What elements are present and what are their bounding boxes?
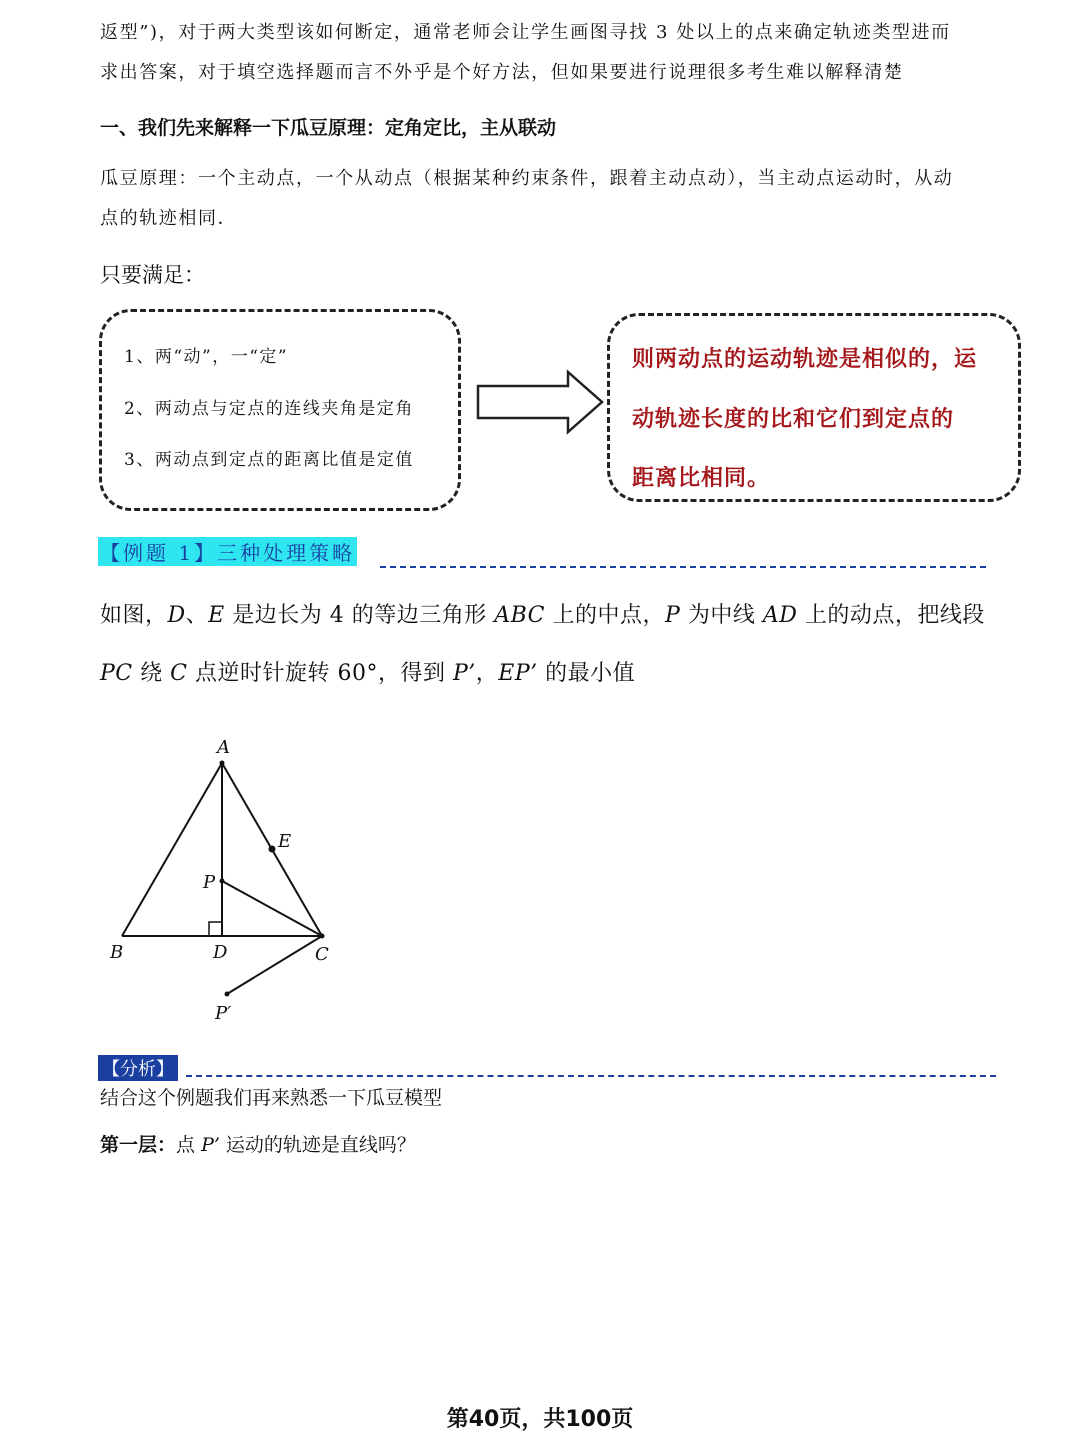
segment-AB xyxy=(122,763,222,936)
conclusion-line-3: 距离比相同。 xyxy=(632,466,771,491)
label-P-prime: P′ xyxy=(215,1003,232,1024)
section-heading: 一、我们先来解释一下瓜豆原理：定角定比，主从联动 xyxy=(100,117,557,139)
analysis-layer-1: 第一层：点 P’ 运动的轨迹是直线吗？ xyxy=(100,1134,416,1156)
conclusion-line-2: 动轨迹长度的比和它们到定点的 xyxy=(632,407,955,432)
principle-line-1: 瓜豆原理：一个主动点，一个从动点（根据某种约束条件，跟着主动点动），当主动点运动时，从动 xyxy=(100,168,954,189)
layer-1-label: 第一层： xyxy=(100,1134,177,1156)
label-D: D xyxy=(213,942,228,963)
principle-line-2: 点的轨迹相同． xyxy=(100,208,238,229)
label-P: P xyxy=(203,872,216,893)
requirement-label: 只要满足： xyxy=(100,263,205,287)
point-P xyxy=(220,879,225,884)
label-B: B xyxy=(110,942,124,963)
intro-line-2: 求出答案，对于填空选择题而言不外乎是个好方法，但如果要进行说理很多考生难以解释清楚 xyxy=(100,62,904,83)
example-tag: 【例题 1】三种处理策略 xyxy=(98,537,357,566)
condition-1: 1、两“动”，一“定” xyxy=(124,347,289,367)
problem-line-1: 如图，D、E 是边长为 4 的等边三角形 ABC 上的中点，P 为中线 AD 上的动点，把线段 xyxy=(100,603,985,628)
right-angle-mark xyxy=(209,922,222,936)
point-C xyxy=(320,934,325,939)
conclusion-line-1: 则两动点的运动轨迹是相似的，运 xyxy=(632,347,978,372)
condition-2: 2、两动点与定点的连线夹角是定角 xyxy=(124,399,414,419)
analysis-line-1: 结合这个例题我们再来熟悉一下瓜豆模型 xyxy=(100,1087,443,1109)
label-A: A xyxy=(217,737,230,758)
point-A xyxy=(220,761,225,766)
problem-line-2: PC 绕 C 点逆时针旋转 60°，得到 P’，EP’ 的最小值 xyxy=(100,661,636,686)
analysis-divider xyxy=(186,1075,996,1077)
label-C: C xyxy=(315,944,329,965)
intro-line-1: 返型”)，对于两大类型该如何断定，通常老师会让学生画图寻找 3 处以上的点来确定轨迹类型进而 xyxy=(100,22,951,43)
point-P-prime xyxy=(225,992,230,997)
point-E xyxy=(269,846,276,853)
page-footer: 第40页，共100页 xyxy=(446,1407,634,1432)
segment-CP-prime xyxy=(227,936,322,994)
label-E: E xyxy=(278,831,292,852)
analysis-tag: 【分析】 xyxy=(98,1055,178,1081)
condition-3: 3、两动点到定点的距离比值是定值 xyxy=(124,450,414,470)
